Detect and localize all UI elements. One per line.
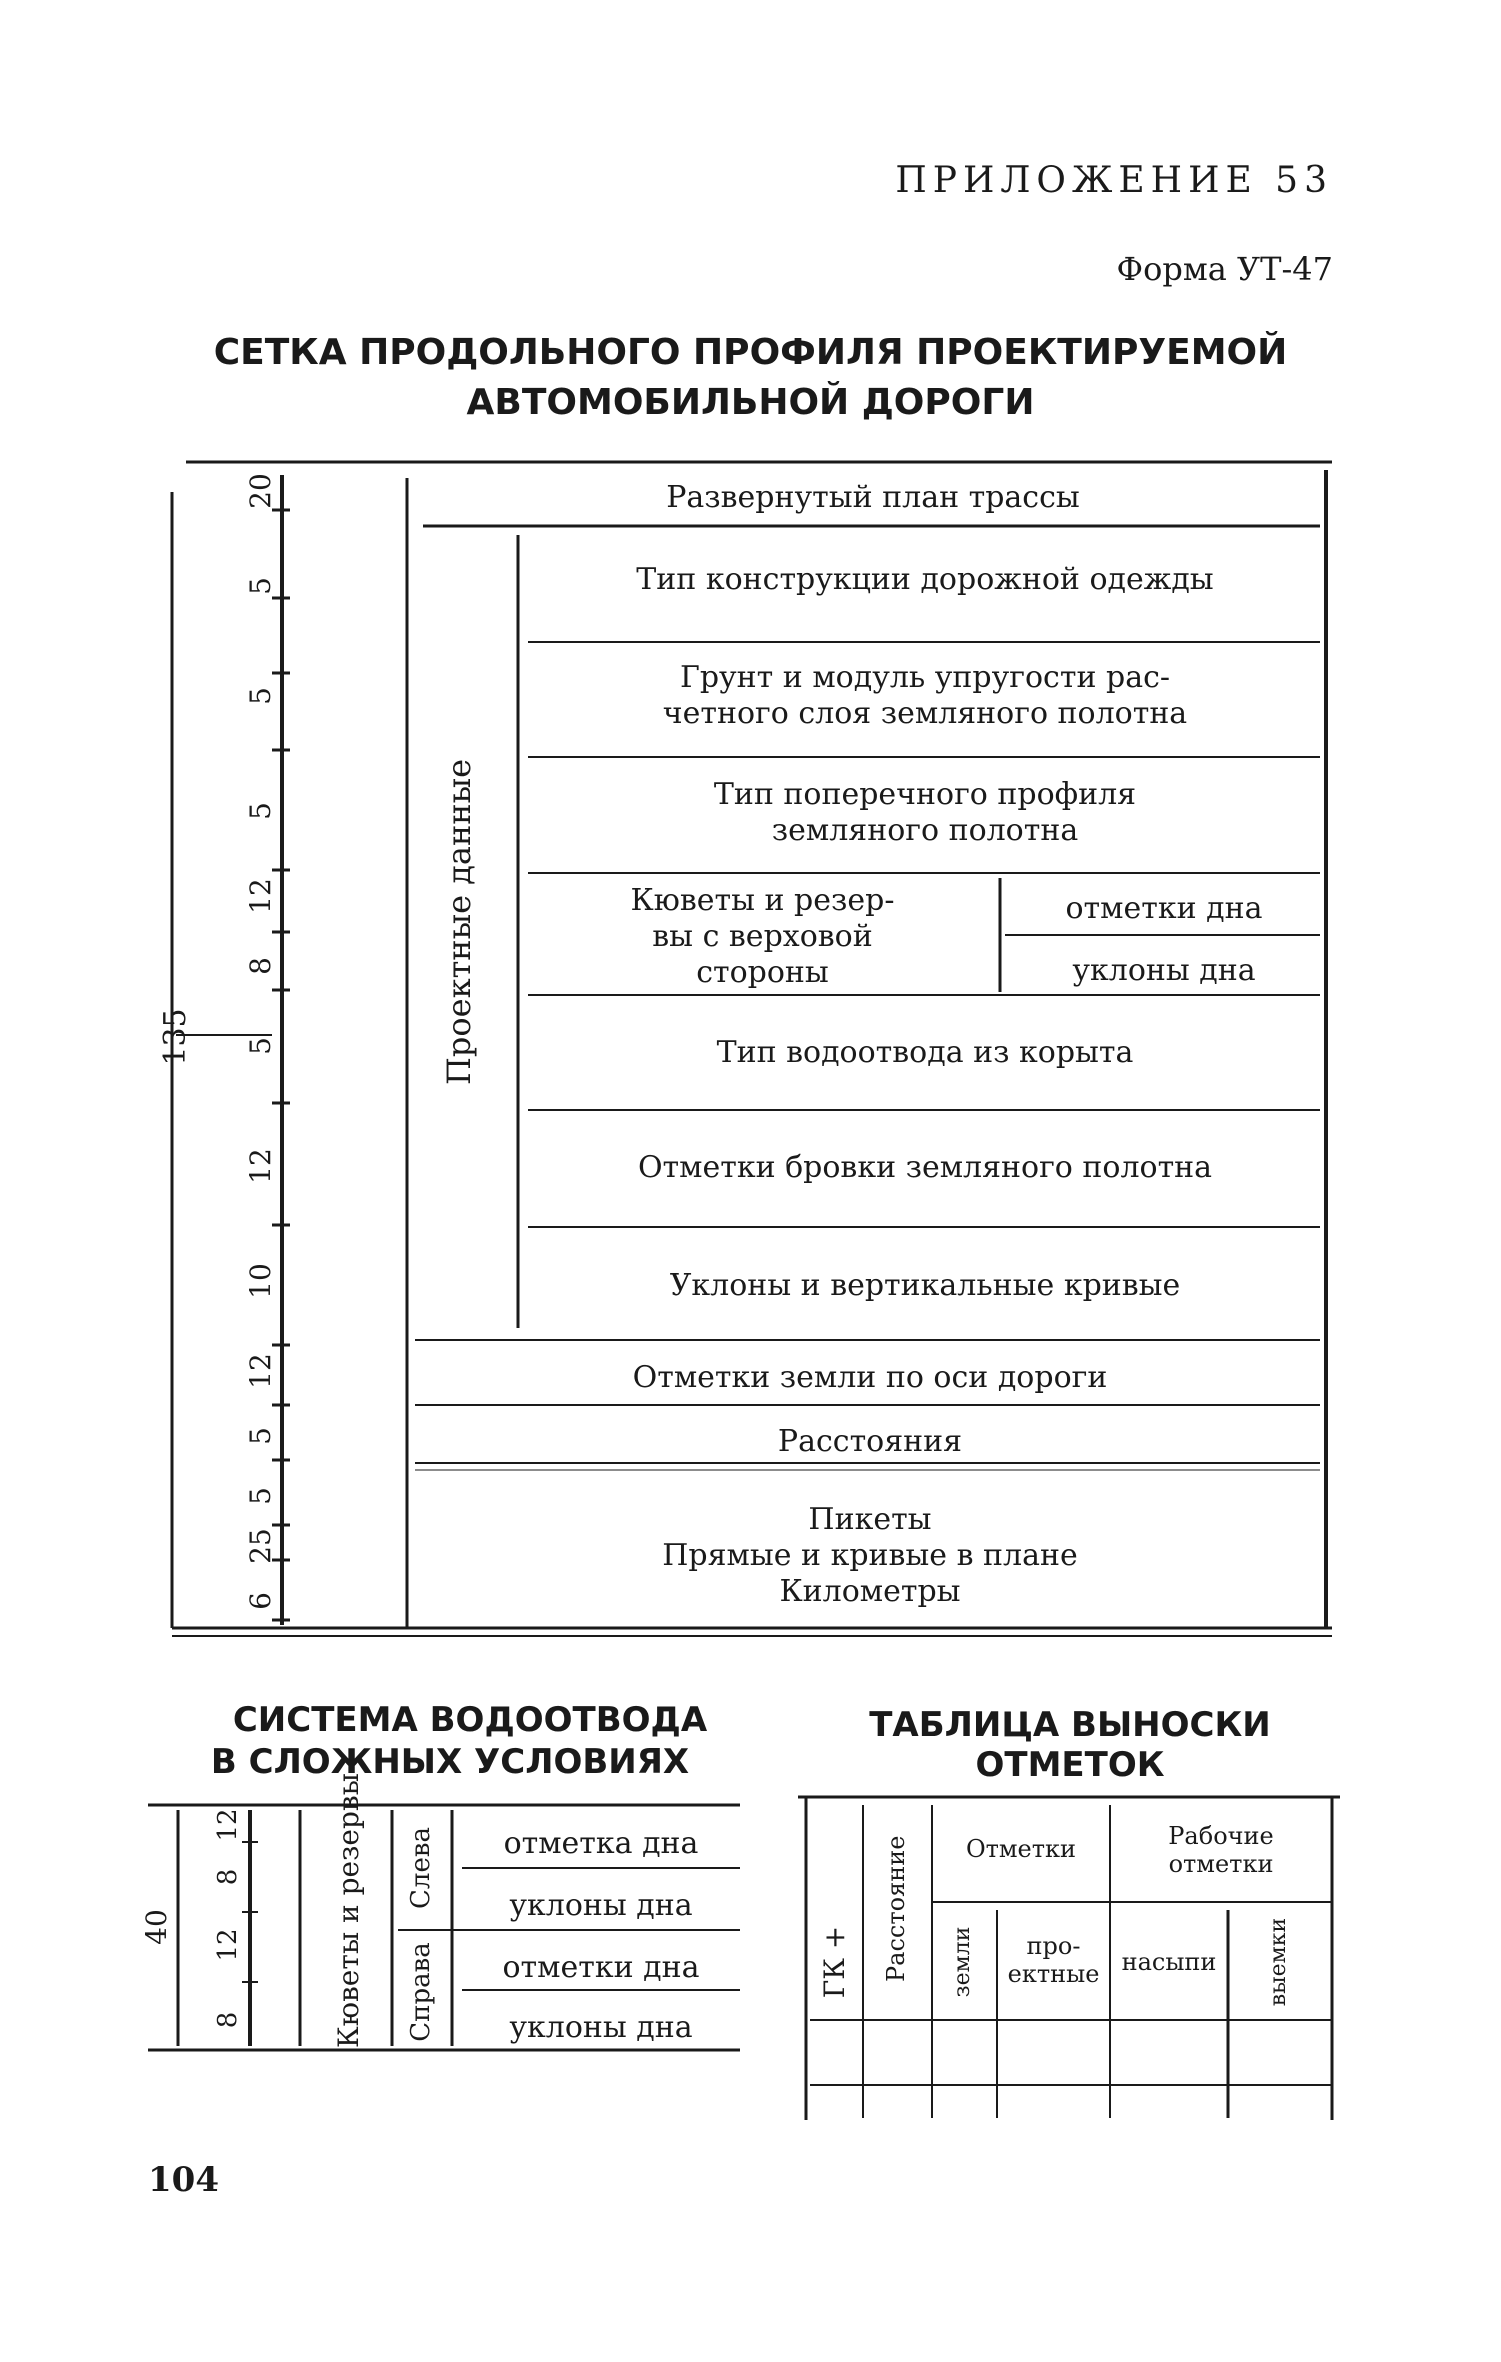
drain-right-marks: отметки дна (502, 1950, 700, 1985)
row-pavement-type: Тип конструкции дорожной одежды (636, 562, 1214, 597)
page-number: 104 (148, 2160, 219, 2200)
row-cross-profile: земляного полотна (771, 813, 1079, 848)
dim-label: 5 (244, 1037, 277, 1055)
dim-label: 12 (244, 1353, 277, 1389)
row-cross-profile: Тип поперечного профиля (713, 777, 1137, 812)
drain-left-marks: отметка дна (503, 1826, 699, 1861)
working-marks-header: отметки (1168, 1850, 1274, 1878)
drainage-subtitle: В СЛОЖНЫХ УСЛОВИЯХ (210, 1742, 690, 1782)
cut-header: выемки (1266, 1917, 1291, 2007)
dim-label: 10 (244, 1263, 277, 1299)
marks-table-subtitle: ОТМЕТОК (975, 1745, 1165, 1785)
row-ditch-bottom-slopes: уклоны дна (1072, 953, 1256, 988)
drain-left-slopes: уклоны дна (509, 1888, 693, 1923)
ditches-reserves-label: Кюветы и резервы (332, 1773, 365, 2048)
dim-label: 25 (244, 1528, 277, 1564)
dim-label: 12 (244, 878, 277, 914)
page-subtitle: АВТОМОБИЛЬНОЙ ДОРОГИ (466, 382, 1035, 423)
ground-header: земли (950, 1926, 975, 1998)
design-data-label: Проектные данные (440, 758, 478, 1085)
marks-table-title: ТАБЛИЦА ВЫНОСКИ (869, 1705, 1271, 1745)
row-ditches: Кюветы и резер- (630, 883, 895, 918)
row-soil: четного слоя земляного полотна (662, 696, 1188, 731)
dim-total: 135 (158, 1008, 193, 1066)
projected-header: ектные (1007, 1960, 1100, 1988)
row-kilometers: Километры (779, 1574, 961, 1609)
dim-label: 5 (244, 1487, 277, 1505)
drain-right-slopes: уклоны дна (509, 2010, 693, 2045)
right-label: Справа (406, 1942, 436, 2042)
marks-header: Отметки (965, 1835, 1077, 1863)
dim-label: 8 (213, 2011, 243, 2029)
dim-label: 8 (213, 1868, 243, 1886)
row-soil: Грунт и модуль упругости рас- (679, 660, 1171, 695)
row-ditches: вы с верховой (652, 919, 873, 954)
distance-header: Расстояние (882, 1835, 910, 1982)
dim-label: 5 (244, 687, 277, 705)
working-marks-header: Рабочие (1168, 1822, 1274, 1850)
dim-label: 8 (244, 957, 277, 975)
dim-label: 12 (213, 1808, 243, 1842)
appendix-label: ПРИЛОЖЕНИЕ 53 (895, 160, 1333, 201)
dim-label: 5 (244, 577, 277, 595)
gk-header: ГК + (818, 1925, 851, 1999)
row-ditches: стороны (696, 955, 829, 990)
page-title: СЕТКА ПРОДОЛЬНОГО ПРОФИЛЯ ПРОЕКТИРУЕМОЙ (213, 332, 1288, 373)
dim-label: 20 (244, 473, 277, 509)
row-distances: Расстояния (777, 1424, 963, 1459)
projected-header: про- (1026, 1932, 1081, 1960)
row-pickets: Пикеты (808, 1502, 932, 1537)
dim-label: 6 (244, 1592, 277, 1610)
dim-total: 40 (140, 1909, 173, 1945)
row-slopes-curves: Уклоны и вертикальные кривые (669, 1268, 1181, 1303)
dim-label: 5 (244, 1427, 277, 1445)
drainage-title: СИСТЕМА ВОДООТВОДА (232, 1700, 708, 1740)
dim-label: 12 (244, 1148, 277, 1184)
row-ditch-bottom-marks: отметки дна (1065, 891, 1263, 926)
row-route-plan: Развернутый план трассы (666, 480, 1080, 515)
form-label: Форма УТ-47 (1116, 250, 1333, 288)
row-ground-marks: Отметки земли по оси дороги (632, 1360, 1108, 1395)
row-drain-type: Тип водоотвода из корыта (716, 1035, 1134, 1070)
dim-label: 5 (244, 802, 277, 820)
row-straights-curves: Прямые и кривые в плане (662, 1538, 1078, 1573)
row-edge-marks: Отметки бровки земляного полотна (637, 1150, 1213, 1185)
fill-header: насыпи (1121, 1948, 1217, 1976)
left-label: Слева (406, 1827, 436, 1909)
dim-label: 12 (213, 1928, 243, 1962)
